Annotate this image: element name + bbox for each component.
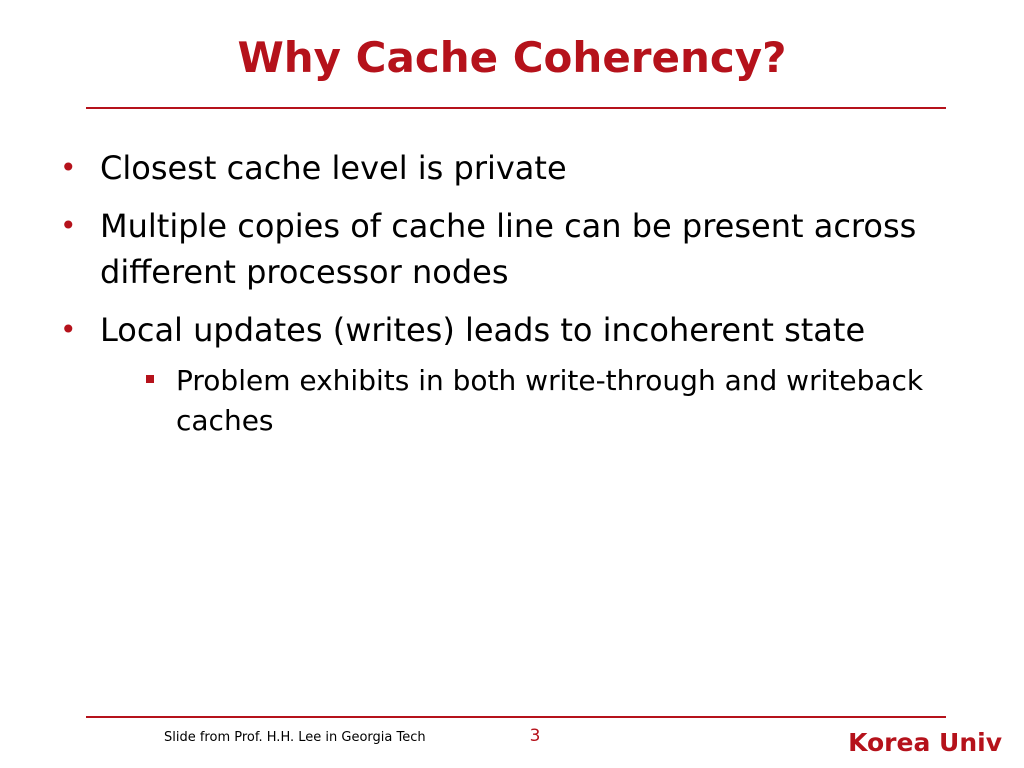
bullet-icon: • (60, 209, 77, 242)
sub-bullet-text: Problem exhibits in both write-through and writeback caches (176, 364, 924, 437)
page-number: 3 (529, 726, 541, 746)
bullet-item (60, 307, 980, 353)
bullet-item (60, 203, 980, 295)
square-bullet-icon (146, 375, 154, 383)
title-divider (86, 107, 946, 109)
brand-logo-text: Korea Univ (848, 728, 1002, 757)
bullet-icon: • (60, 313, 77, 346)
sub-bullet-item (146, 361, 976, 441)
footer-divider (86, 716, 946, 718)
bullet-item (60, 145, 980, 191)
bullet-icon: • (60, 151, 77, 184)
slide-title: Why Cache Coherency? (237, 33, 787, 82)
bullet-text: Local updates (writes) leads to incoherent state (100, 311, 866, 349)
bullet-text: Closest cache level is private (100, 149, 567, 187)
bullet-text: Multiple copies of cache line can be present across different processor nodes (100, 207, 917, 291)
bullet-list (60, 145, 980, 441)
footer-credit: Slide from Prof. H.H. Lee in Georgia Tech (164, 730, 426, 745)
